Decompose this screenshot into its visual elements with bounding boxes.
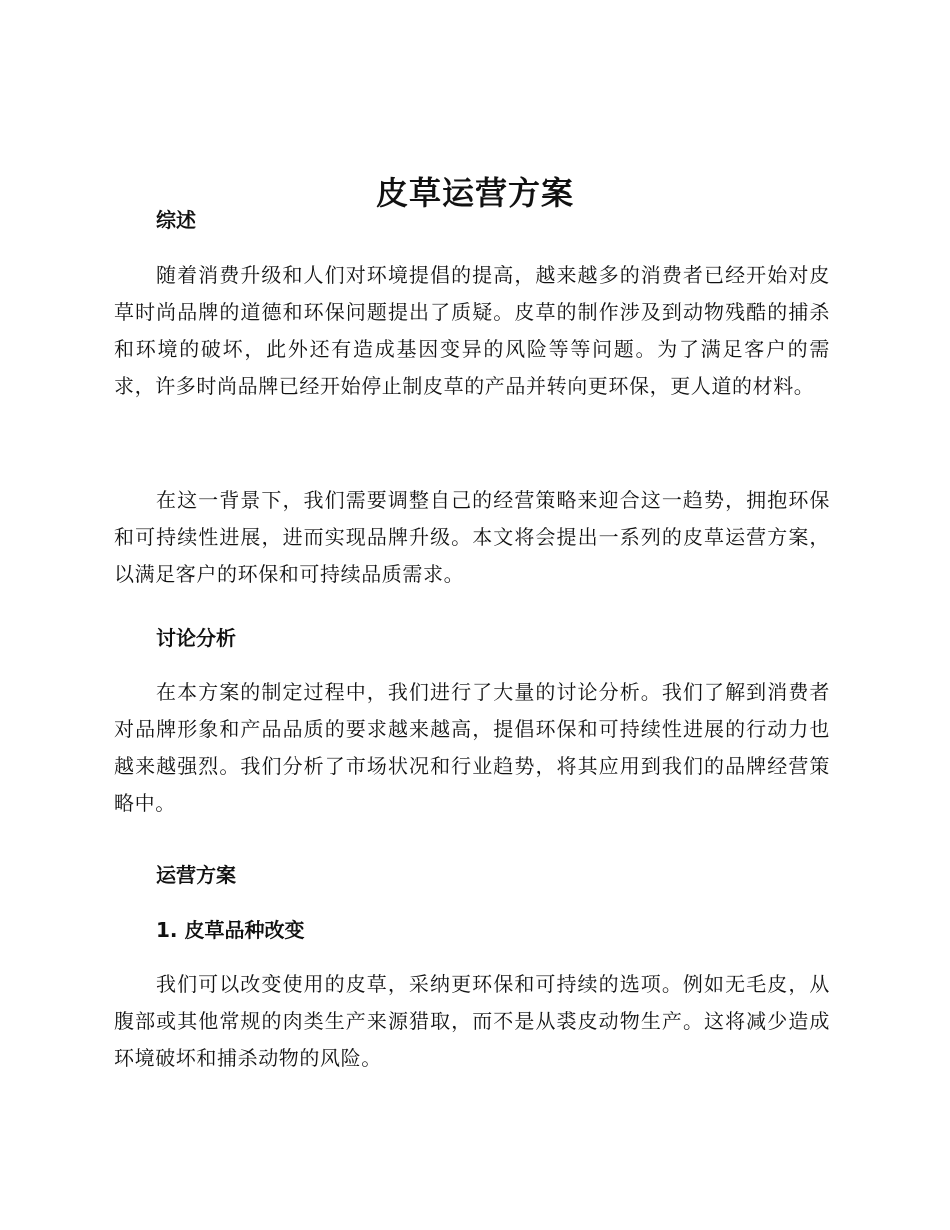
section-heading-overview: 综述 — [156, 208, 196, 232]
paragraph-discussion-1: 在本方案的制定过程中，我们进行了大量的讨论分析。我们了解到消费者对品牌形象和产品品质的要求越来越高，提倡环保和可持续性进展的行动力也越来越强烈。我们分析了市场状况和行业趋势，将其应用到我们的品牌经营策略中。 — [114, 680, 830, 815]
paragraph-overview-1: 随着消费升级和人们对环境提倡的提高，越来越多的消费者已经开始对皮草时尚品牌的道德和环保问题提出了质疑。皮草的制作涉及到动物残酷的捕杀和环境的破坏，此外还有造成基因变异的风险等等问题。为了满足客户的需求，许多时尚品牌已经开始停止制皮草的产品并转向更环保，更人道的材料。 — [114, 263, 830, 398]
section-heading-operations: 运营方案 — [156, 863, 236, 887]
section-heading-discussion: 讨论分析 — [156, 626, 236, 650]
paragraph-operations-1: 我们可以改变使用的皮草，采纳更环保和可持续的选项。例如无毛皮，从腹部或其他常规的肉类生产来源猎取，而不是从裘皮动物生产。这将减少造成环境破坏和捕杀动物的风险。 — [114, 972, 830, 1070]
document-title: 皮草运营方案 — [375, 174, 574, 213]
subheading-fur-variety: 1. 皮草品种改变 — [156, 918, 305, 942]
paragraph-overview-2: 在这一背景下，我们需要调整自己的经营策略来迎合这一趋势，拥抱环保和可持续性进展，进而实现品牌升级。本文将会提出一系列的皮草运营方案，以满足客户的环保和可持续品质需求。 — [114, 488, 830, 586]
